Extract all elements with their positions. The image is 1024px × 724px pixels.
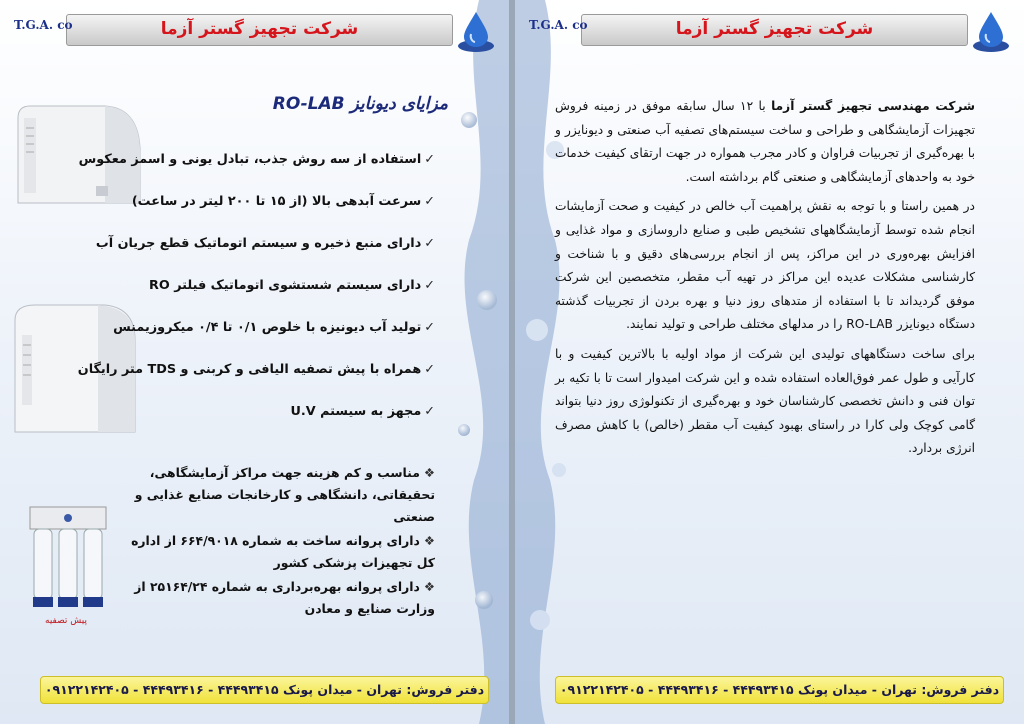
diamond-bullet-icon: ❖	[423, 533, 435, 548]
product-caption: پیش تصفیه	[45, 616, 87, 626]
list-item: ✓دارای سیستم شستشوی اتوماتیک فیلتر RO	[149, 278, 435, 293]
company-logo-text: T.G.A. co	[14, 18, 73, 32]
check-icon: ✓	[424, 236, 435, 251]
list-item: ✓همراه با پیش تصفیه الیافی و کربنی و TDS متر رایگان	[77, 362, 435, 377]
list-item: ❖دارای پروانه ساخت به شماره ۶۶۴/۹۰۱۸ از اداره کل تجهیزات پزشکی کشور	[131, 533, 435, 570]
list-item: ✓سرعت آبدهی بالا (از ۱۵ تا ۲۰۰ لیتر در ساعت)	[131, 194, 435, 209]
paragraph-quality: برای ساخت دستگاههای تولیدی این شرکت از مواد اولیه با بالاترین کیفیت و با کارآیی و طول عمر فوق‌العاده استفاده شده و این شرکت امیدوار است تا با تکیه بر توان فنی و دانش تخصصی کارشناسان خود و بهره‌گیری از تکنولوژی روز دنیا بتواند گامی کوچک ولی کارا در راستای بهبود کیفیت آب مقطر (خالص) با کاهش مصرف انرژی بردارد.	[555, 346, 975, 456]
water-drop-icon	[970, 8, 1012, 54]
list-item: ✓استفاده از سه روش جذب، تبادل یونی و اسمز معکوس	[78, 152, 435, 167]
water-drop-icon	[455, 8, 497, 54]
paragraph-intro: شرکت مهندسی تجهیز گستر آزما با ۱۲ سال سابقه موفق در زمینه فروش تجهیزات آزمایشگاهی و طراحی و ساخت سیستم‌های تصفیه آب صنعتی و دیونایزر و با بهره‌گیری از تجربیات فراوان و کادر مجرب همواره در جهت ارتقای کیفیت خدمات خود به واحدهای آزمایشگاهی و صنعتی گام برداشته است.	[555, 99, 975, 184]
check-icon: ✓	[424, 278, 435, 293]
diamond-bullet-icon: ❖	[423, 465, 435, 480]
left-page-title: مزایای دیونایز RO-LAB	[272, 94, 448, 114]
feature-list	[77, 150, 435, 444]
left-page	[0, 0, 509, 724]
list-item: ❖دارای پروانه بهره‌برداری به شماره ۲۵۱۶۴/۲۴ از وزارت صنایع و معادن	[134, 579, 435, 616]
water-splash-decoration	[449, 0, 509, 724]
info-list	[130, 462, 435, 622]
list-item: ✓مجهز به سیستم U.V	[290, 404, 435, 419]
check-icon: ✓	[424, 362, 435, 377]
sales-office-footer: دفتر فروش: تهران - میدان پونک ۴۴۴۹۳۴۱۵ - ۴۴۴۹۳۴۱۶ - ۰۹۱۲۲۱۴۲۴۰۵	[555, 676, 1004, 704]
company-description	[555, 95, 975, 467]
right-page	[515, 0, 1024, 724]
check-icon: ✓	[424, 194, 435, 209]
page-header	[521, 6, 1018, 56]
list-item: ✓دارای منبع ذخیره و سیستم اتوماتیک قطع جریان آب	[95, 236, 435, 251]
company-title: شرکت تجهیز گستر آزما	[160, 19, 359, 39]
diamond-bullet-icon: ❖	[423, 579, 435, 594]
page-header	[6, 6, 503, 56]
check-icon: ✓	[424, 404, 435, 419]
list-item: ❖مناسب و کم هزینه جهت مراکز آزمایشگاهی، تحقیقاتی، دانشگاهی و کارخانجات صنایع غذایی و صنعتی	[134, 465, 435, 524]
check-icon: ✓	[424, 152, 435, 167]
check-icon: ✓	[424, 320, 435, 335]
sales-office-footer: دفتر فروش: تهران - میدان پونک ۴۴۴۹۳۴۱۵ - ۴۴۴۹۳۴۱۶ - ۰۹۱۲۲۱۴۲۴۰۵	[40, 676, 489, 704]
company-logo-text: T.G.A. co	[529, 18, 588, 32]
product-image-prefilter	[28, 505, 108, 615]
company-title: شرکت تجهیز گستر آزما	[675, 19, 874, 39]
paragraph-purpose: در همین راستا و با توجه به نقش پراهمیت آب خالص در کیفیت و صحت آزمایشات انجام شده توسط آزمایشگاههای تشخیص طبی و صنایع داروسازی و مواد غذایی و افزایش بهره‌وری در این مراکز، پس از انجام بررسی‌های دقیق و با شناخت و کارشناسی مشکلات عدیده این مراکز در تهیه آب مقطر، متخصصین این شرکت موفق گردیداند تا با استفاده از متدهای روز دنیا و بهره بردن از تجربیات گذشته دستگاه دیونایزر RO-LAB را در مدلهای مختلف طراحی و تولید نمایند.	[555, 199, 975, 332]
list-item: ✓تولید آب دیونیزه با خلوص ۰/۱ تا ۰/۴ میکروزیمنس	[113, 320, 435, 335]
